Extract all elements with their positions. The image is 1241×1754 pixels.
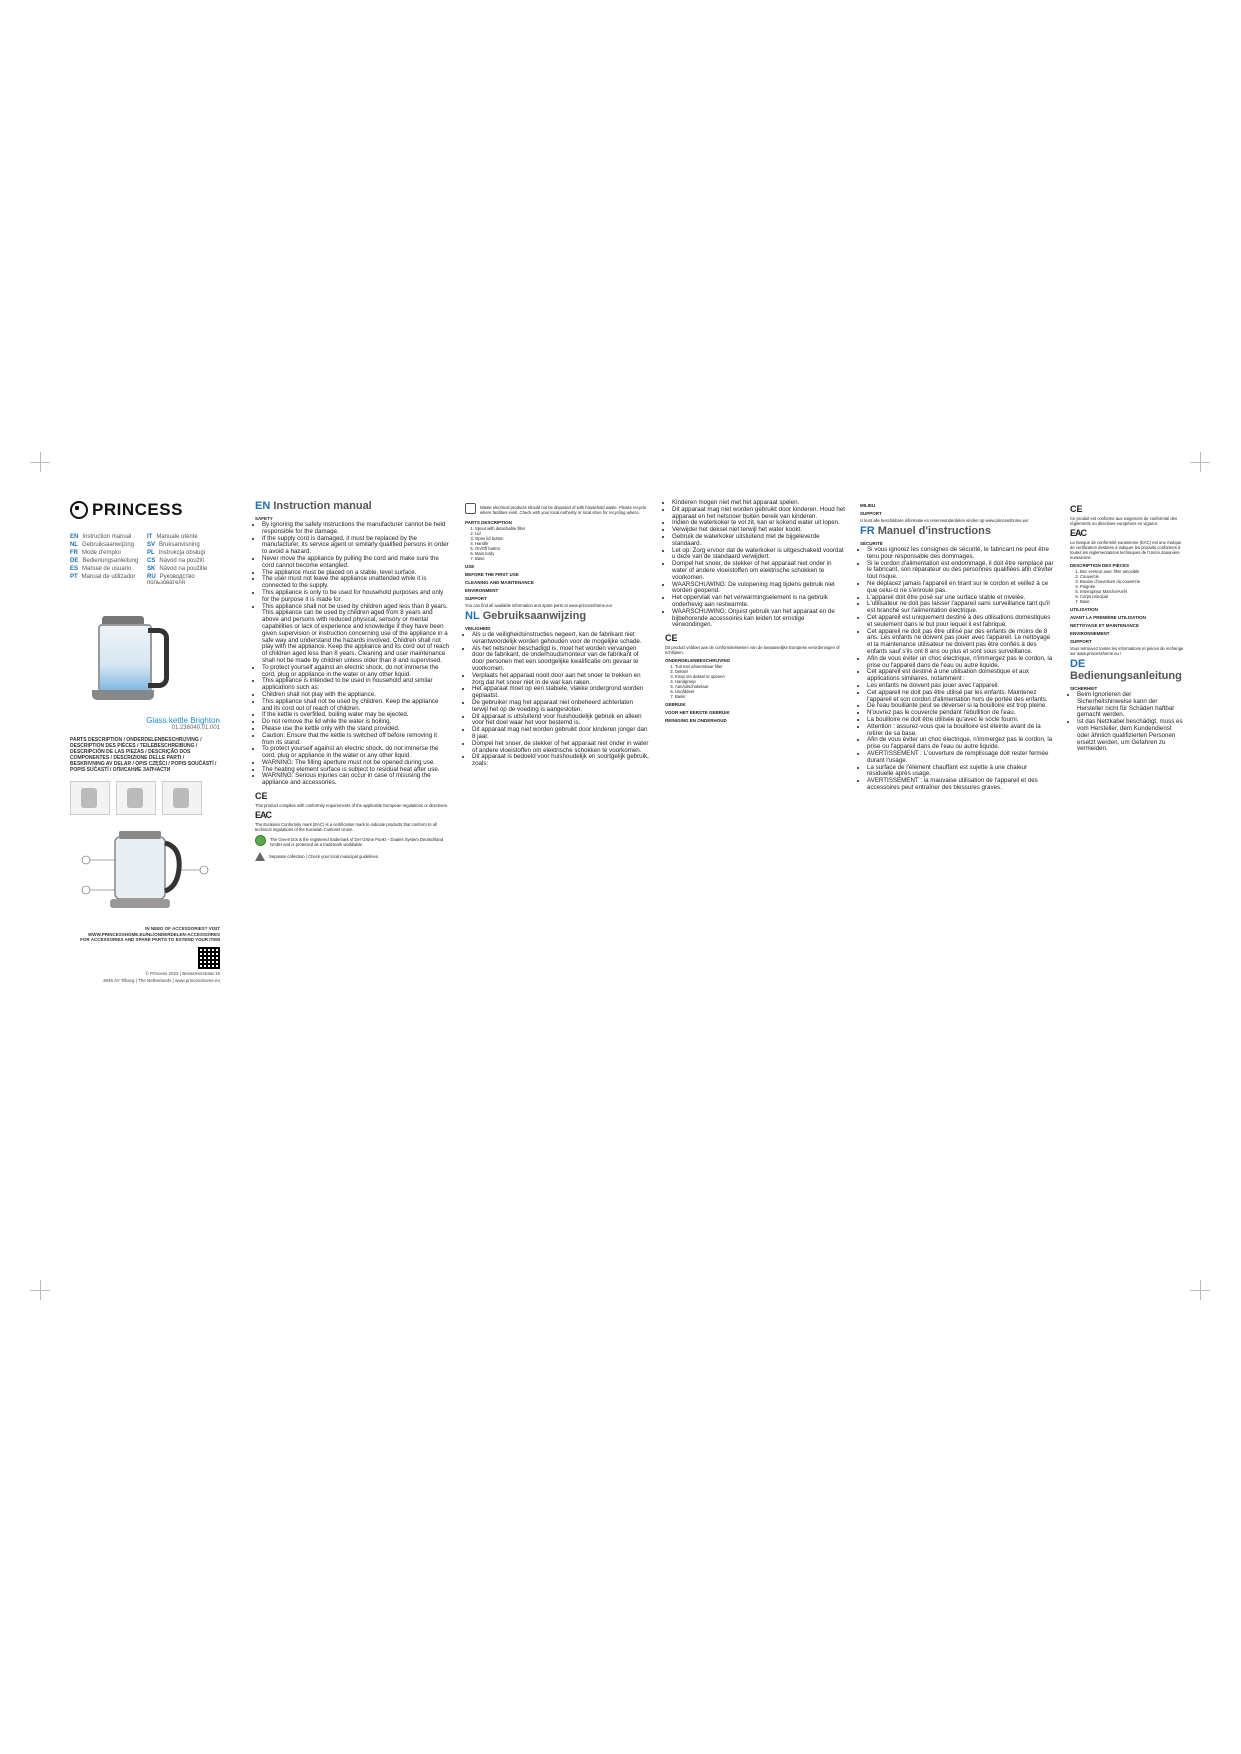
nl-safety-heading: VEILIGHEID (465, 626, 491, 631)
safety-item: • Indien de waterkoker te vol zit, kan er kokend water uit lopen. (672, 520, 845, 527)
accessories-extend: FOR ACCESSORIES AND SPARE PARTS TO EXTEND YOUR ITEM (80, 937, 220, 942)
part-item: 2. Couvercle (1080, 574, 1185, 579)
safety-item: • This appliance is only to be used for household purposes and only for the purpose it is made for. (262, 590, 450, 604)
fr-parts-heading: DESCRIPTION DES PIÈCES (1070, 563, 1130, 568)
nl-milieu-heading: MILIEU (860, 503, 876, 508)
detail-figure-base (162, 781, 202, 815)
fr-eac-mark: EAC (1070, 528, 1087, 538)
nl-parts-heading: ONDERDELENBESCHRIJVING (665, 658, 731, 664)
safety-item: • Cet appareil ne doit pas être utilisé par des enfants de moins de 8 ans. Les enfants ne doivent pas jouer avec l'appareil. Le nettoyage et la maintenance utilisateur ne doivent pas être confiés à des enfants sauf s'ils ont 8 ans ou plus et sont sous surveillance. (867, 629, 1055, 656)
fr-first-use-heading: AVANT LA PREMIÈRE UTILISATION (1070, 615, 1146, 620)
safety-item: • Let op: Zorg ervoor dat de waterkoker is uitgeschakeld voordat u deze van de standaard verwijdert. (672, 548, 845, 562)
green-dot-icon (255, 835, 266, 846)
nl-support-heading: SUPPORT (860, 511, 882, 516)
weee-text: Waste electrical products should not be disposed of with household waste. Please recycle where facilities exist. Check with your local Authority or local store for recycling advice. (480, 505, 647, 515)
part-item: 6. Hoofddeel (675, 689, 845, 694)
safety-item: • Gebruik de waterkoker uitsluitend met de bijgeleverde standaard. (672, 534, 845, 548)
nl-title: Gebruiksaanwijzing (482, 610, 587, 622)
detail-figures (70, 781, 220, 815)
safety-item: • This appliance shall not be used by children. Keep the appliance and its cord out of reach of children. (262, 699, 450, 713)
en-first-use-heading: BEFORE THE FIRST USE (465, 572, 519, 577)
part-item: 1. Spout with detachable filter (475, 526, 650, 531)
part-item: 4. Handgreep (675, 679, 845, 684)
weee-row (465, 503, 650, 517)
part-item: 5. On/Off button (475, 546, 650, 551)
nl-safety-list-continued (665, 500, 845, 629)
safety-item: • Verwijder het deksel niet terwijl het water kookt. (672, 527, 845, 534)
language-label: Návod na použitie (159, 566, 208, 572)
language-label: Manual de utilizador (81, 574, 136, 580)
en-column (255, 500, 450, 860)
safety-item: • Dit apparaat is uitsluitend voor huishoudelijk gebruik en alleen voor het doel waar het voor bestemd is. (472, 714, 650, 728)
safety-item: • Verplaats het apparaat nooit door aan het snoer te trekken en zorg dat het snoer niet in de war kan raken. (472, 673, 650, 687)
manual-sheet (70, 499, 1185, 983)
kettle-body (98, 624, 152, 694)
product-name: Glass kettle Brighton (146, 716, 220, 725)
part-item: 6. Corps principal (1080, 594, 1185, 599)
language-label: Instruction manual (82, 534, 132, 540)
safety-item: • AVERTISSEMENT : L'ouverture de remplissage doit rester fermée durant l'usage. (867, 751, 1055, 765)
language-item (70, 542, 143, 548)
en-separate-text: Separate collection / Check your local municipal guidelines. (269, 854, 380, 860)
accessories-need: IN NEED OF ACCESSORIES? VISIT (145, 926, 220, 931)
safety-item: • WARNING: The filling aperture must not be opened during use. (262, 760, 450, 767)
language-item (147, 566, 220, 572)
accessories-url[interactable]: WWW.PRINCESSHOME.EU/NL/ONDERDELEN-ACCESSOIRES (87, 931, 220, 937)
crop-mark (40, 452, 41, 472)
fr-safety-heading: SÉCURITÉ (860, 541, 883, 546)
language-code: DE (70, 558, 79, 564)
nl-ce-mark: CE (665, 633, 678, 644)
en-cleaning-heading: CLEANING AND MAINTENANCE (465, 580, 534, 585)
parts-heading: PARTS DESCRIPTION / ONDERDELENBESCHRIJVING / DESCRIPTION DES PIÈCES / TEILEBESCHREIBUNG / DESCRIPCIÓN DE LAS PIEZAS / DESCRIÇÃO DOS COMPONENTES / DESCRIZIONE DELLE PARTI / BESKRIVNING AV DELAR / OPIS CZĘŚCI / POPIS SOUČÁSTÍ / POPIS SÚČASTÍ / ОПИСАНИЕ ЗАПЧАСТИ (70, 737, 217, 773)
safety-item: • Dompel het snoer, de stekker of het apparaat niet onder in water of andere vloeistoffen om elektrische schokken te voorkomen. (472, 741, 650, 755)
crop-mark (1200, 452, 1201, 472)
safety-item: • Afin de vous éviter un choc électrique, n'immergez pas le cordon, la prise ou l'appareil dans de l'eau ou autre liquide. (867, 737, 1055, 751)
safety-item: • L'utilisateur ne doit pas laisser l'appareil sans surveillance tant qu'il est branché sur l'alimentation électrique. (867, 601, 1055, 615)
copyright: © Princess 2023 | Bessemerstraat 15 (145, 970, 220, 976)
language-label: Mode d'emploi (82, 550, 121, 556)
safety-item: • Dit apparaat mag niet worden gebruikt door kinderen. Houd het apparaat en het netsnoer buiten bereik van kinderen. (672, 507, 845, 521)
nl-safety-list (465, 632, 650, 768)
language-label: Bruksanvisning (159, 542, 200, 548)
safety-item: • Cet appareil ne doit pas être utilisé par les enfants. Maintenez l'appareil et son cordon d'alimentation hors de portée des enfants. (867, 690, 1055, 704)
safety-item: • The user must not leave the appliance unattended while it is connected to the supply. (262, 576, 450, 590)
en-ce-text: This product complies with conformity requirements of the applicable European regulations or directives. (255, 803, 448, 809)
language-item (70, 534, 143, 540)
separate-collection-icon (255, 852, 265, 861)
safety-item: • This appliance is intended to be used in household and similar applications such as: (262, 678, 450, 692)
language-code: PL (147, 550, 155, 556)
safety-item: • Als u de veiligheidsinstructies negeert, kan de fabrikant niet verantwoordelijk worden gehouden voor de mogelijke schade. (472, 632, 650, 646)
crop-mark (40, 1280, 41, 1300)
safety-item: • Do not remove the lid while the water is boiling. (262, 719, 450, 726)
safety-item: • AVERTISSEMENT : la mauvaise utilisation de l'appareil et des accessoires peut entraîner des blessures graves. (867, 778, 1055, 792)
part-item: 4. Poignée (1080, 584, 1185, 589)
nl-column (665, 500, 845, 850)
en-use-heading: USE (465, 564, 475, 569)
en-green-dot-text: The Green Dot is the registered trademark of Der Grüne Punkt – Duales System Deutschland GmbH and is protected as a trademark worldwide. (270, 837, 444, 848)
ce-mark: CE (255, 791, 268, 802)
language-code: EN (70, 534, 79, 540)
part-item: 4. Handle (475, 541, 650, 546)
language-code: SK (147, 566, 156, 572)
en-code: EN (255, 500, 271, 512)
part-item: 2. Deksel (675, 669, 845, 674)
de-title: Bedienungsanleitung (1070, 670, 1182, 682)
language-code: IT (147, 534, 153, 540)
part-item: 2. Lid (475, 531, 650, 536)
part-item: 5. Interrupteur Marche/Arrêt (1080, 589, 1185, 594)
fr-ce-mark: CE (1070, 504, 1083, 514)
nl-first-use-heading: VOOR HET EERSTE GEBRUIK (665, 710, 730, 716)
en-environment-heading: ENVIRONMENT (465, 588, 499, 593)
safety-item: • Dit apparaat mag niet worden gebruikt door kinderen jonger dan 8 jaar. (472, 727, 650, 741)
nl-code: NL (465, 610, 480, 622)
part-item: 6. Main body (475, 551, 650, 556)
language-code: CS (147, 558, 156, 564)
safety-item: • Cet appareil est destiné à une utilisation domestique et aux applications similaires, notamment : (867, 669, 1055, 683)
en-safety-list (255, 522, 450, 787)
language-label: Руководство пользователя (147, 574, 195, 586)
qr-code-icon (198, 947, 220, 969)
en-support-text: You can find all available information and spare parts at www.princesshome.eu! (465, 603, 612, 608)
safety-item: • Ist das Netzkabel beschädigt, muss es vom Hersteller, dem Kundendienst oder ähnlich qualifizierten Personen ersetzt werden, um Gefahren zu vermeiden. (1077, 719, 1185, 753)
part-item: 5. Aan/uitschakelaar (675, 684, 845, 689)
safety-item: • Children shall not play with the appliance. (262, 692, 450, 699)
fr-environment-heading: ENVIRONNEMENT (1070, 631, 1110, 636)
en-nl-column (465, 500, 650, 850)
eac-mark: EAC (255, 810, 272, 821)
de-safety-heading: SICHERHEIT (1070, 686, 1098, 691)
language-label: Gebruiksaanwijzing (82, 542, 135, 548)
safety-item: • Het oppervlak van het verwarmingselement is na gebruik onderhevig aan restwarmte. (672, 595, 845, 609)
language-label: Instrukcja obsługi (158, 550, 206, 556)
safety-item: • Si le cordon d'alimentation est endommagé, il doit être remplacé par le fabricant, son réparateur ou des personnes qualifiées afin d'éviter tout risque. (867, 561, 1055, 581)
nl-parts-list (665, 664, 845, 699)
safety-item: • This appliance shall not be used by children aged less than 8 years. This appliance can be used by children aged from 8 years and above and persons with reduced physical, sensory or mental capabilities or lack of experience and knowledge if they have been given supervision or instruction concerning use of the appliance in a safe way and understand the hazards involved. Children shall not play with the appliance. Keep the appliance and its cord out of reach of children aged less than 8 years. Cleaning and user maintenance shall not be made by children unless older than 8 and supervised. (262, 604, 450, 665)
safety-item: • Ne déplacez jamais l'appareil en tirant sur le cordon et veillez à ce que celui-ci ne s'enroule pas. (867, 581, 1055, 595)
en-eac-text: The Eurasian Conformity mark (EAC) is a certification mark to indicate products that conform to all technical regulations of the Eurasian Customs Union. (255, 822, 437, 833)
safety-item: • Caution: Ensure that the kettle is switched off before removing it from its stand. (262, 733, 450, 747)
safety-item: • Als het netsnoer beschadigd is, moet het worden vervangen door de fabrikant, de onderhoudsmonteur van de fabrikant of door personen met een soortgelijke kwalificatie om gevaar te voorkomen. (472, 646, 650, 673)
language-item (147, 534, 220, 540)
language-item (70, 550, 143, 556)
language-code: NL (70, 542, 78, 548)
safety-item: • The heating element surface is subject to residual heat after use. (262, 767, 450, 774)
fr-use-heading: UTILISATION (1070, 607, 1098, 612)
safety-item: • L'appareil doit être posé sur une surface stable et nivelée. (867, 595, 1055, 602)
safety-item: • Les enfants ne doivent pas jouer avec l'appareil. (867, 683, 1055, 690)
parts-diagram (70, 825, 210, 915)
address: 3846 AV Tilburg | The Netherlands | www.princesshome.eu (103, 977, 220, 983)
part-item: 7. Base (1080, 599, 1185, 604)
safety-item: • La bouilloire ne doit être utilisée qu'avec le socle fourni. (867, 717, 1055, 724)
language-code: FR (70, 550, 78, 556)
language-item (70, 566, 143, 572)
language-item (70, 558, 143, 564)
kettle-base (92, 690, 154, 700)
princess-crown-icon (70, 501, 88, 519)
safety-item: • Dompel het snoer, de stekker of het apparaat niet onder in water of andere vloeistoffen om elektrische schokken te voorkomen. (672, 561, 845, 581)
nl-support-text: U kunt alle beschikbare informatie en reserveonderdelen vinden op www.princesshome.eu! (860, 518, 1029, 523)
kettle-illustration (70, 594, 190, 714)
safety-item: • If the kettle is overfilled, boiling water may be ejected. (262, 712, 450, 719)
brand-logo (70, 500, 220, 520)
safety-item: • Het apparaat moet op een stabiele, vlakke ondergrond worden geplaatst. (472, 686, 650, 700)
en-title: Instruction manual (273, 500, 372, 512)
green-dot-row (255, 835, 450, 849)
separate-row (255, 852, 450, 861)
de-heading (1070, 658, 1185, 682)
language-item (147, 550, 220, 556)
fr-ce-text: Ce produit est conforme aux exigences de conformité des règlements ou directives européens en vigueur. (1070, 516, 1178, 526)
safety-item: • To protect yourself against an electric shock, do not immerse the cord, plug or appliance in the water or any other liquid. (262, 665, 450, 679)
part-item: 3. Bouton d'ouverture du couvercle (1080, 579, 1185, 584)
safety-item: • The appliance must be placed on a stable, level surface. (262, 570, 450, 577)
part-item: 7. Basis (675, 694, 845, 699)
accessories-footer (70, 926, 220, 943)
fr-support-heading: SUPPORT (1070, 639, 1092, 644)
brand-name: PRINCESS (92, 500, 183, 519)
en-safety-heading: SAFETY (255, 516, 273, 521)
en-parts-heading: PARTS DESCRIPTION (465, 520, 512, 525)
safety-item: • Please use the kettle only with the stand provided. (262, 726, 450, 733)
language-label: Manual de usuario (82, 566, 132, 572)
fr-safety-list (860, 547, 1055, 792)
safety-item: • WAARSCHUWING: De vulopening mag tijdens gebruik niet worden geopend. (672, 582, 845, 596)
fr-parts-list (1070, 569, 1185, 604)
nl-ce-text: Dit product voldoet aan de conformiteitseisen van de toepasselijke Europese verordeningen of richtlijnen. (665, 645, 840, 656)
language-label: Bedienungsanleitung (82, 558, 139, 564)
fr-title: Manuel d'instructions (877, 525, 991, 537)
crop-mark (1200, 1280, 1201, 1300)
cover-column (70, 500, 220, 983)
safety-item: • Dit apparaat is bedoeld voor huishoudelijk en soortgelijk gebruik, zoals: (472, 754, 650, 768)
fr-de-column (1070, 500, 1185, 850)
safety-item: • Kinderen mogen niet met het apparaat spelen. (672, 500, 845, 507)
safety-item: • De l'eau bouillante peut se déverser si la bouilloire est trop pleine. (867, 703, 1055, 710)
language-code: RU (147, 574, 156, 580)
language-code: PT (70, 574, 78, 580)
product-code: 01.236040.01.001 (171, 725, 220, 731)
fr-support-text: Vous retrouvez toutes les informations et pièces de rechange sur www.princesshome.eu ! (1070, 646, 1184, 656)
nl-heading (465, 610, 650, 622)
kettle-handle (148, 628, 169, 688)
safety-item: • Attention : assurez-vous que la bouilloire est éteinte avant de la retirer de sa base. (867, 724, 1055, 738)
language-item (70, 574, 143, 586)
safety-item: • Afin de vous éviter un choc électrique, n'immergez pas le cordon, la prise ou l'appareil dans de l'eau ou autre liquide. (867, 656, 1055, 670)
language-item (147, 542, 220, 548)
part-item: 3. Knop om deksel te openen (675, 674, 845, 679)
language-code: SV (147, 542, 156, 548)
safety-item: • By ignoring the safety instructions the manufacturer cannot be held responsible for the damage. (262, 522, 450, 536)
language-item (147, 574, 220, 586)
en-heading (255, 500, 450, 512)
part-item: 3. Open lid button (475, 536, 650, 541)
safety-item: • Cet appareil est uniquement destiné à des utilisations domestiques et seulement dans le but pour lequel il est fabriqué. (867, 615, 1055, 629)
safety-item: • If the supply cord is damaged, it must be replaced by the manufacturer, its service agent or similarly qualified persons in order to avoid a hazard. (262, 536, 450, 556)
detail-figure-button (116, 781, 156, 815)
language-label: Návod na použití (159, 558, 205, 564)
nl-use-heading: GEBRUIK (665, 702, 686, 708)
safety-item: • Beim Ignorieren der Sicherheitshinweise kann der Hersteller nicht für Schäden haftbar gemacht werden. (1077, 692, 1185, 719)
nl-cleaning-heading: REINIGING EN ONDERHOUD (665, 718, 727, 724)
de-code: DE (1070, 658, 1086, 670)
safety-item: • Si vous ignorez les consignes de sécurité, le fabricant ne peut être tenu pour responsable des dommages. (867, 547, 1055, 561)
fr-eac-text: La marque de conformité eurasienne (EAC) est une marque de certification destinée à indiquer les produits conformes à toutes les réglementations techniques de l'Union douanière eurasienne. (1070, 540, 1182, 560)
language-list (70, 534, 220, 586)
fr-code: FR (860, 525, 875, 537)
en-support-heading: SUPPORT (465, 596, 487, 601)
fr-heading (860, 525, 1055, 537)
safety-item: • WARNING: Serious injuries can occur in case of misusing the appliance and accessories. (262, 773, 450, 787)
fr-cleaning-heading: NETTOYAGE ET MAINTENANCE (1070, 623, 1140, 628)
safety-item: • N'ouvrez pas le couvercle pendant l'ébullition de l'eau. (867, 710, 1055, 717)
weee-bin-icon (465, 503, 476, 514)
safety-item: • La surface de l'élément chauffant est sujette à une chaleur résiduelle après usage. (867, 765, 1055, 779)
part-item: 7. Base (475, 556, 650, 561)
language-item (147, 558, 220, 564)
language-code: ES (70, 566, 79, 572)
detail-figure-lid (70, 781, 110, 815)
safety-item: • WAARSCHUWING: Onjuist gebruik van het apparaat en de bijbehorende accessoires kan leiden tot ernstige verwondingen. (672, 609, 845, 629)
part-item: 1. Tuit met afneembaar filter (675, 664, 845, 669)
de-safety-list (1070, 692, 1185, 753)
language-label: Manuale utente (156, 534, 198, 540)
safety-item: • To protect yourself against an electric shock, do not immerse the cord, plug or appliance in the water or any other liquid. (262, 746, 450, 760)
part-item: 1. Bec verseur avec filtre amovible (1080, 569, 1185, 574)
safety-item: • De gebruiker mag het apparaat niet onbeheerd achterlaten terwijl het op de voeding is aangesloten. (472, 700, 650, 714)
en-parts-list (465, 526, 650, 561)
nl-fr-column (860, 500, 1055, 850)
safety-item: • Never move the appliance by pulling the cord and make sure the cord cannot become entangled. (262, 556, 450, 570)
